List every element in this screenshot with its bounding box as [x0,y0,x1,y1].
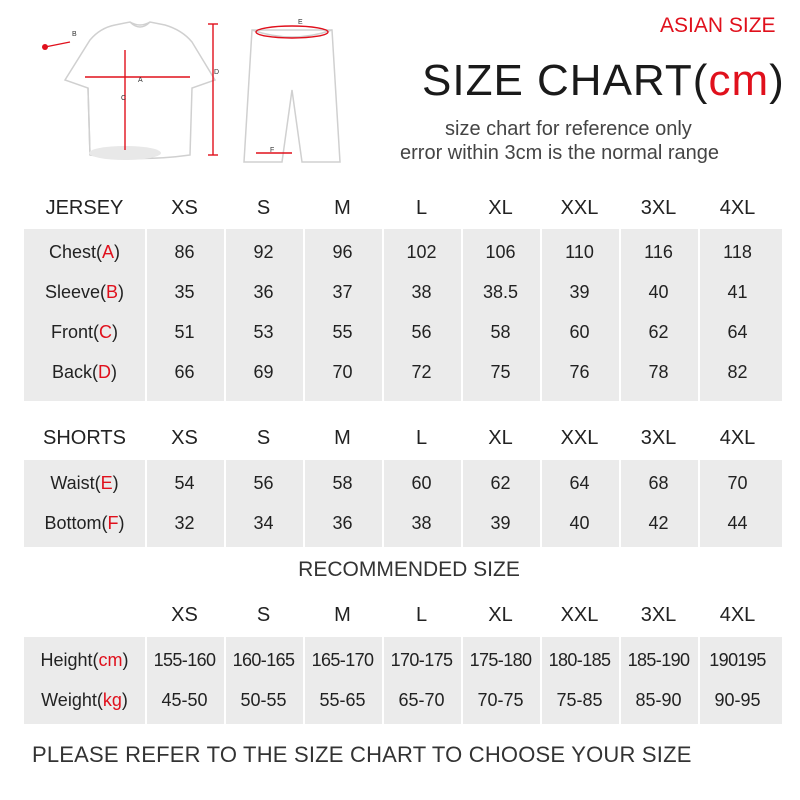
cell: 118 [723,242,752,262]
cell: 64 [727,322,748,342]
shorts-header-3xl: 3XL [640,427,677,449]
cell: 36 [332,513,353,533]
cell: 60 [411,473,432,493]
cell: 38 [411,513,432,533]
row-label: Back(D) [51,362,117,382]
cell: 160-165 [232,650,295,670]
title-main: SIZE CHART( [422,56,709,105]
cell: 62 [490,473,511,493]
shorts-measure-lines [256,26,328,153]
shorts-header-xxl: XXL [560,427,599,449]
cell: 60 [569,322,590,342]
cell: 53 [253,322,274,342]
recommended-size-title: RECOMMENDED SIZE [298,558,520,581]
cell: 185-190 [627,650,690,670]
cell: 62 [648,322,669,342]
cell: 96 [332,242,353,262]
diagram-label-d: D [214,69,220,76]
footer-note: PLEASE REFER TO THE SIZE CHART TO CHOOSE YOUR SIZE [32,742,692,767]
cell: 39 [569,282,590,302]
recommended-header-s: S [256,604,271,626]
recommended-header-label [24,595,145,635]
recommended-row-weight [24,680,782,720]
cell: 65-70 [398,690,445,710]
row-label: Front(C) [50,322,118,342]
cell: 69 [253,362,274,382]
jersey-row-chest [24,232,782,272]
cell: 54 [174,473,195,493]
cell: 175-180 [469,650,532,670]
cell: 41 [727,282,748,302]
row-label: Weight(kg) [41,690,128,710]
cell: 70 [727,473,748,493]
cell: 76 [569,362,590,382]
point-b-marker [42,44,48,50]
shorts-illustration [244,30,340,162]
shorts-header-xs: XS [171,427,198,449]
cell: 45-50 [161,690,208,710]
cell: 85-90 [635,690,682,710]
jersey-header-label: JERSEY [45,197,124,219]
jersey-header-3xl: 3XL [640,197,677,219]
subtitle-line-1: size chart for reference only [445,118,692,140]
cell: 68 [648,473,669,493]
cell: 82 [727,362,748,382]
shorts-header-s: S [256,427,271,449]
diagram-label-b: B [72,31,77,38]
row-label: Height(cm) [40,650,129,670]
title-unit: cm [708,56,770,105]
shorts-header-l: L [415,427,428,449]
cell: 39 [490,513,511,533]
cell: 78 [648,362,669,382]
cell: 110 [565,242,594,262]
cell: 116 [644,242,673,262]
cell: 155-160 [153,650,216,670]
recommended-row-height [24,640,782,680]
jersey-row-back [24,352,782,392]
cell: 58 [332,473,353,493]
cell: 170-175 [390,650,453,670]
cell: 72 [411,362,432,382]
shorts-header-label: SHORTS [43,427,126,449]
shorts-header-m: M [334,427,351,449]
jersey-header-4xl: 4XL [719,197,756,219]
cell: 38.5 [482,282,519,302]
row-label: Chest(A) [48,242,121,262]
jersey-header-s: S [256,197,271,219]
cell: 106 [485,242,516,262]
shorts-row-waist [24,463,782,503]
cell: 102 [406,242,437,262]
jersey-row-front [24,312,782,352]
subtitle-line-2: error within 3cm is the normal range [400,142,720,164]
cell: 40 [569,513,590,533]
cell: 36 [253,282,274,302]
shorts-header-xl: XL [488,427,513,449]
shorts-row-bottom [24,503,782,543]
cell: 70 [332,362,353,382]
cell: 190195 [709,650,766,670]
cell: 34 [253,513,274,533]
jersey-header-m: M [334,197,351,219]
cell: 75-85 [556,690,603,710]
diagram-label-a: A [138,77,143,84]
cell: 42 [648,513,669,533]
recommended-header-xxl: XXL [560,604,599,626]
jersey-header-xs: XS [171,197,198,219]
cell: 38 [411,282,432,302]
cell: 86 [174,242,195,262]
recommended-header-xl: XL [488,604,513,626]
recommended-header-3xl: 3XL [640,604,677,626]
row-label: Bottom(F) [44,513,125,533]
cell: 64 [569,473,590,493]
diagram-label-f: F [270,147,275,154]
cell: 44 [727,513,748,533]
title-close: ) [769,56,785,105]
asian-size-badge: ASIAN SIZE [660,14,776,37]
row-label: Sleeve(B) [44,282,125,302]
cell: 40 [648,282,669,302]
cell: 75 [490,362,511,382]
cell: 55 [332,322,353,342]
garment-diagram [30,10,350,175]
row-label: Waist(E) [50,473,119,493]
recommended-header-m: M [334,604,351,626]
cell: 35 [174,282,195,302]
recommended-header-xs: XS [171,604,198,626]
cell: 50-55 [240,690,287,710]
cell: 56 [253,473,274,493]
jersey-header-xxl: XXL [560,197,599,219]
cell: 51 [174,322,195,342]
jersey-header-l: L [415,197,428,219]
recommended-header-4xl: 4XL [719,604,756,626]
cell: 55-65 [319,690,366,710]
shorts-header-4xl: 4XL [719,427,756,449]
diagram-label-e: E [298,19,303,26]
jersey-illustration [65,22,215,159]
cell: 37 [332,282,353,302]
diagram-label-c: C [121,95,127,102]
cell: 90-95 [714,690,761,710]
cell: 58 [490,322,511,342]
recommended-header-l: L [415,604,428,626]
recommended-header-row [24,595,782,635]
cell: 32 [174,513,195,533]
page-title [422,56,785,106]
jersey-header-xl: XL [488,197,513,219]
shorts-header-row [24,418,782,458]
jersey-row-sleeve [24,272,782,312]
cell: 56 [411,322,432,342]
cell: 66 [174,362,195,382]
jersey-header-row [24,188,782,228]
cell: 70-75 [477,690,524,710]
cell: 92 [253,242,274,262]
cell: 165-170 [311,650,374,670]
cell: 180-185 [548,650,611,670]
